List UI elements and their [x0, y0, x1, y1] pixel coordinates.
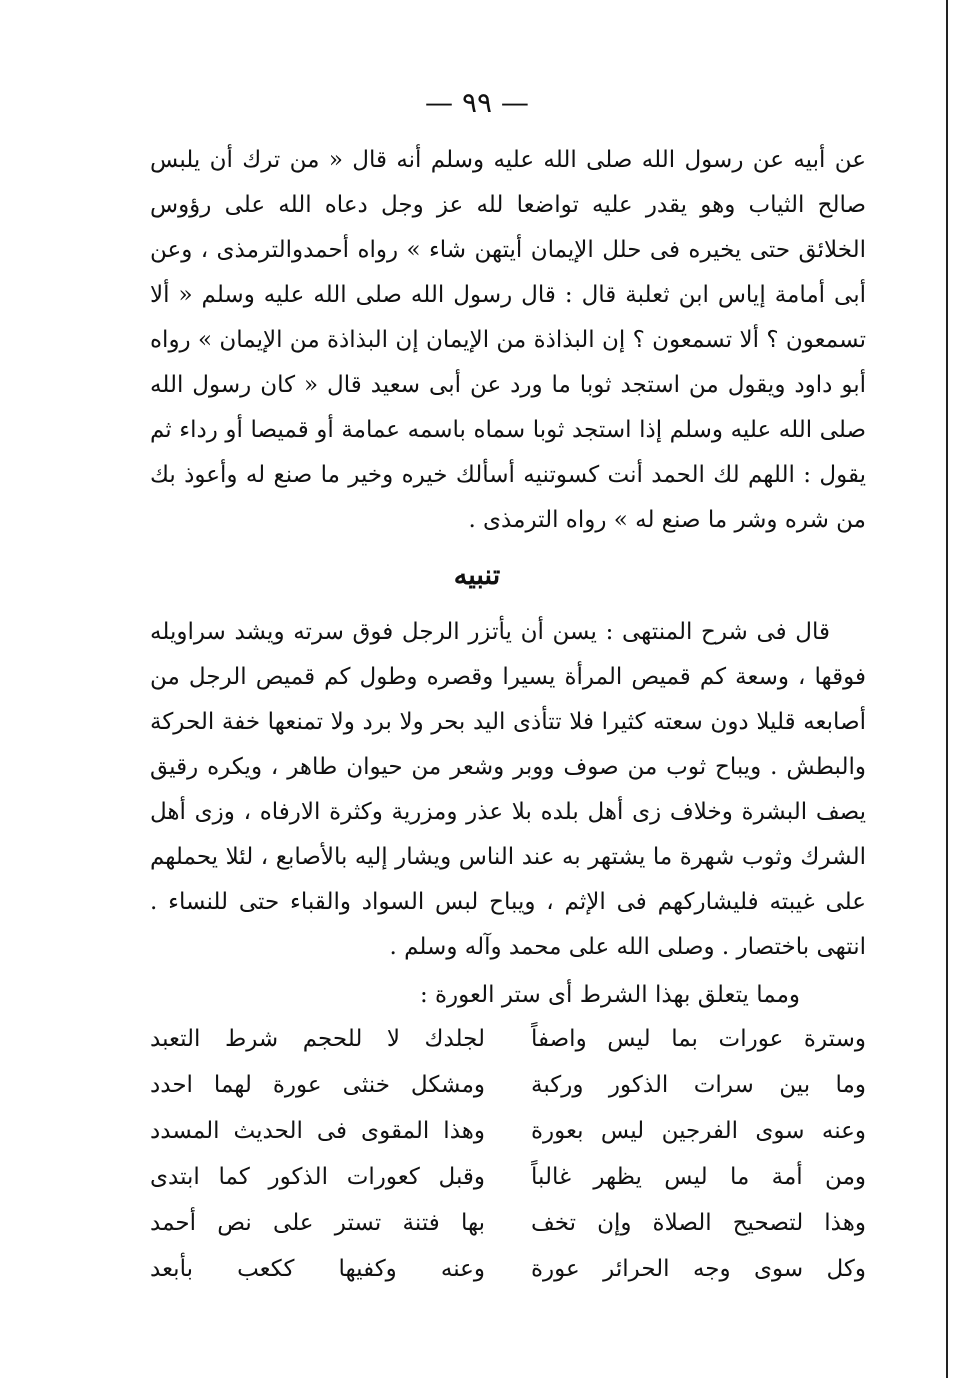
verse-row [150, 1246, 866, 1292]
verse-first-hemistich: وهذا لتصحيح الصلاة وإن تخف [531, 1210, 866, 1236]
verse-second-hemistich: لجلدك لا للحجم شرط التعبد [150, 1026, 485, 1052]
verse-row [150, 1016, 866, 1062]
verse-second-hemistich: بها فتنة تستر على نص أحمد [150, 1210, 485, 1236]
verse-second-hemistich: وهذا المقوى فى الحديث المسدد [150, 1118, 485, 1144]
page-edge-rule [946, 0, 948, 1378]
verse-first-hemistich: وسترة عورات بما ليس واصفاً [531, 1026, 866, 1052]
verse-first-hemistich: ومن أمة ما ليس يظهر غالباً [531, 1164, 866, 1190]
note-paragraph: قال فى شرح المنتهى : يسن أن يأتزر الرجل فوق سرته ويشد سراويله فوقها ، وسعة كم قميص المرأة يسيرا وقصره وطول كم قميص الرجل من أصابعه قليلا دون سعته كثيرا فلا تتأذى اليد بحر ولا برد ولا تمنعها خفة الحركة والبطش . ويباح ثوب من صوف ووبر وشعر من حيوان طاهر ، ويكره رقيق يصف البشرة وخلاف زى أهل بلده بلا عذر ومزرية وكثرة الارفاه ، وزى أهل الشرك وثوب شهرة ما يشتهر به عند الناس ويشار إليه بالأصابع ، لئلا يحملهم على غيبته فليشاركهم فى الإثم ، ويباح لبس السواد والقباء حتى للنساء . انتهى باختصار . وصلى الله على محمد وآله وسلم . [150, 619, 866, 960]
verse-second-hemistich: وعنه وكفيها ككعب بأبعد [150, 1256, 485, 1282]
verse-row [150, 1154, 866, 1200]
verse-first-hemistich: وعنه سوى الفرجين ليس بعورة [531, 1118, 866, 1144]
verse-first-hemistich: وما بين سرات الذكور وركبة [531, 1072, 866, 1098]
verse-row [150, 1062, 866, 1108]
verse-intro: ومما يتعلق بهذا الشرط أى ستر العورة : [419, 982, 800, 1008]
page-number: — ٩٩ — [425, 86, 529, 119]
section-title: تنبيه [453, 560, 501, 591]
verse-second-hemistich: وقبل كعورات الذكور كما ابتدى [150, 1164, 485, 1190]
verse-second-hemistich: ومشكل خنثى عورة لهما احدد [150, 1072, 485, 1098]
verse-row [150, 1108, 866, 1154]
note-section [150, 610, 866, 970]
poem-verses [150, 1016, 866, 1292]
verse-row [150, 1200, 866, 1246]
verse-first-hemistich: وكل سوى وجه الحرائر عورة [531, 1256, 866, 1282]
main-paragraph: عن أبيه عن رسول الله صلى الله عليه وسلم أنه قال « من ترك أن يلبس صالح الثياب وهو يقدر عليه تواضعا لله عز وجل دعاه الله على رؤوس الخلائق حتى يخيره فى حلل الإيمان أيتهن شاء » رواه أحمدوالترمذى ، وعن أبى أمامة إياس ابن ثعلبة قال : قال رسول الله صلى الله عليه وسلم « ألا تسمعون ؟ ألا تسمعون ؟ إن البذاذة من الإيمان إن البذاذة من الإيمان » رواه أبو داود ويقول من استجد ثوبا ما ورد عن أبى سعيد قال « كان رسول الله صلى الله عليه وسلم إذا استجد ثوبا سماه باسمه عمامة أو قميصا أو رداء ثم يقول : اللهم لك الحمد أنت كسوتنيه أسألك خيره وخير ما صنع له وأعوذ بك من شره وشر ما صنع له » رواه الترمذى . [150, 147, 866, 533]
